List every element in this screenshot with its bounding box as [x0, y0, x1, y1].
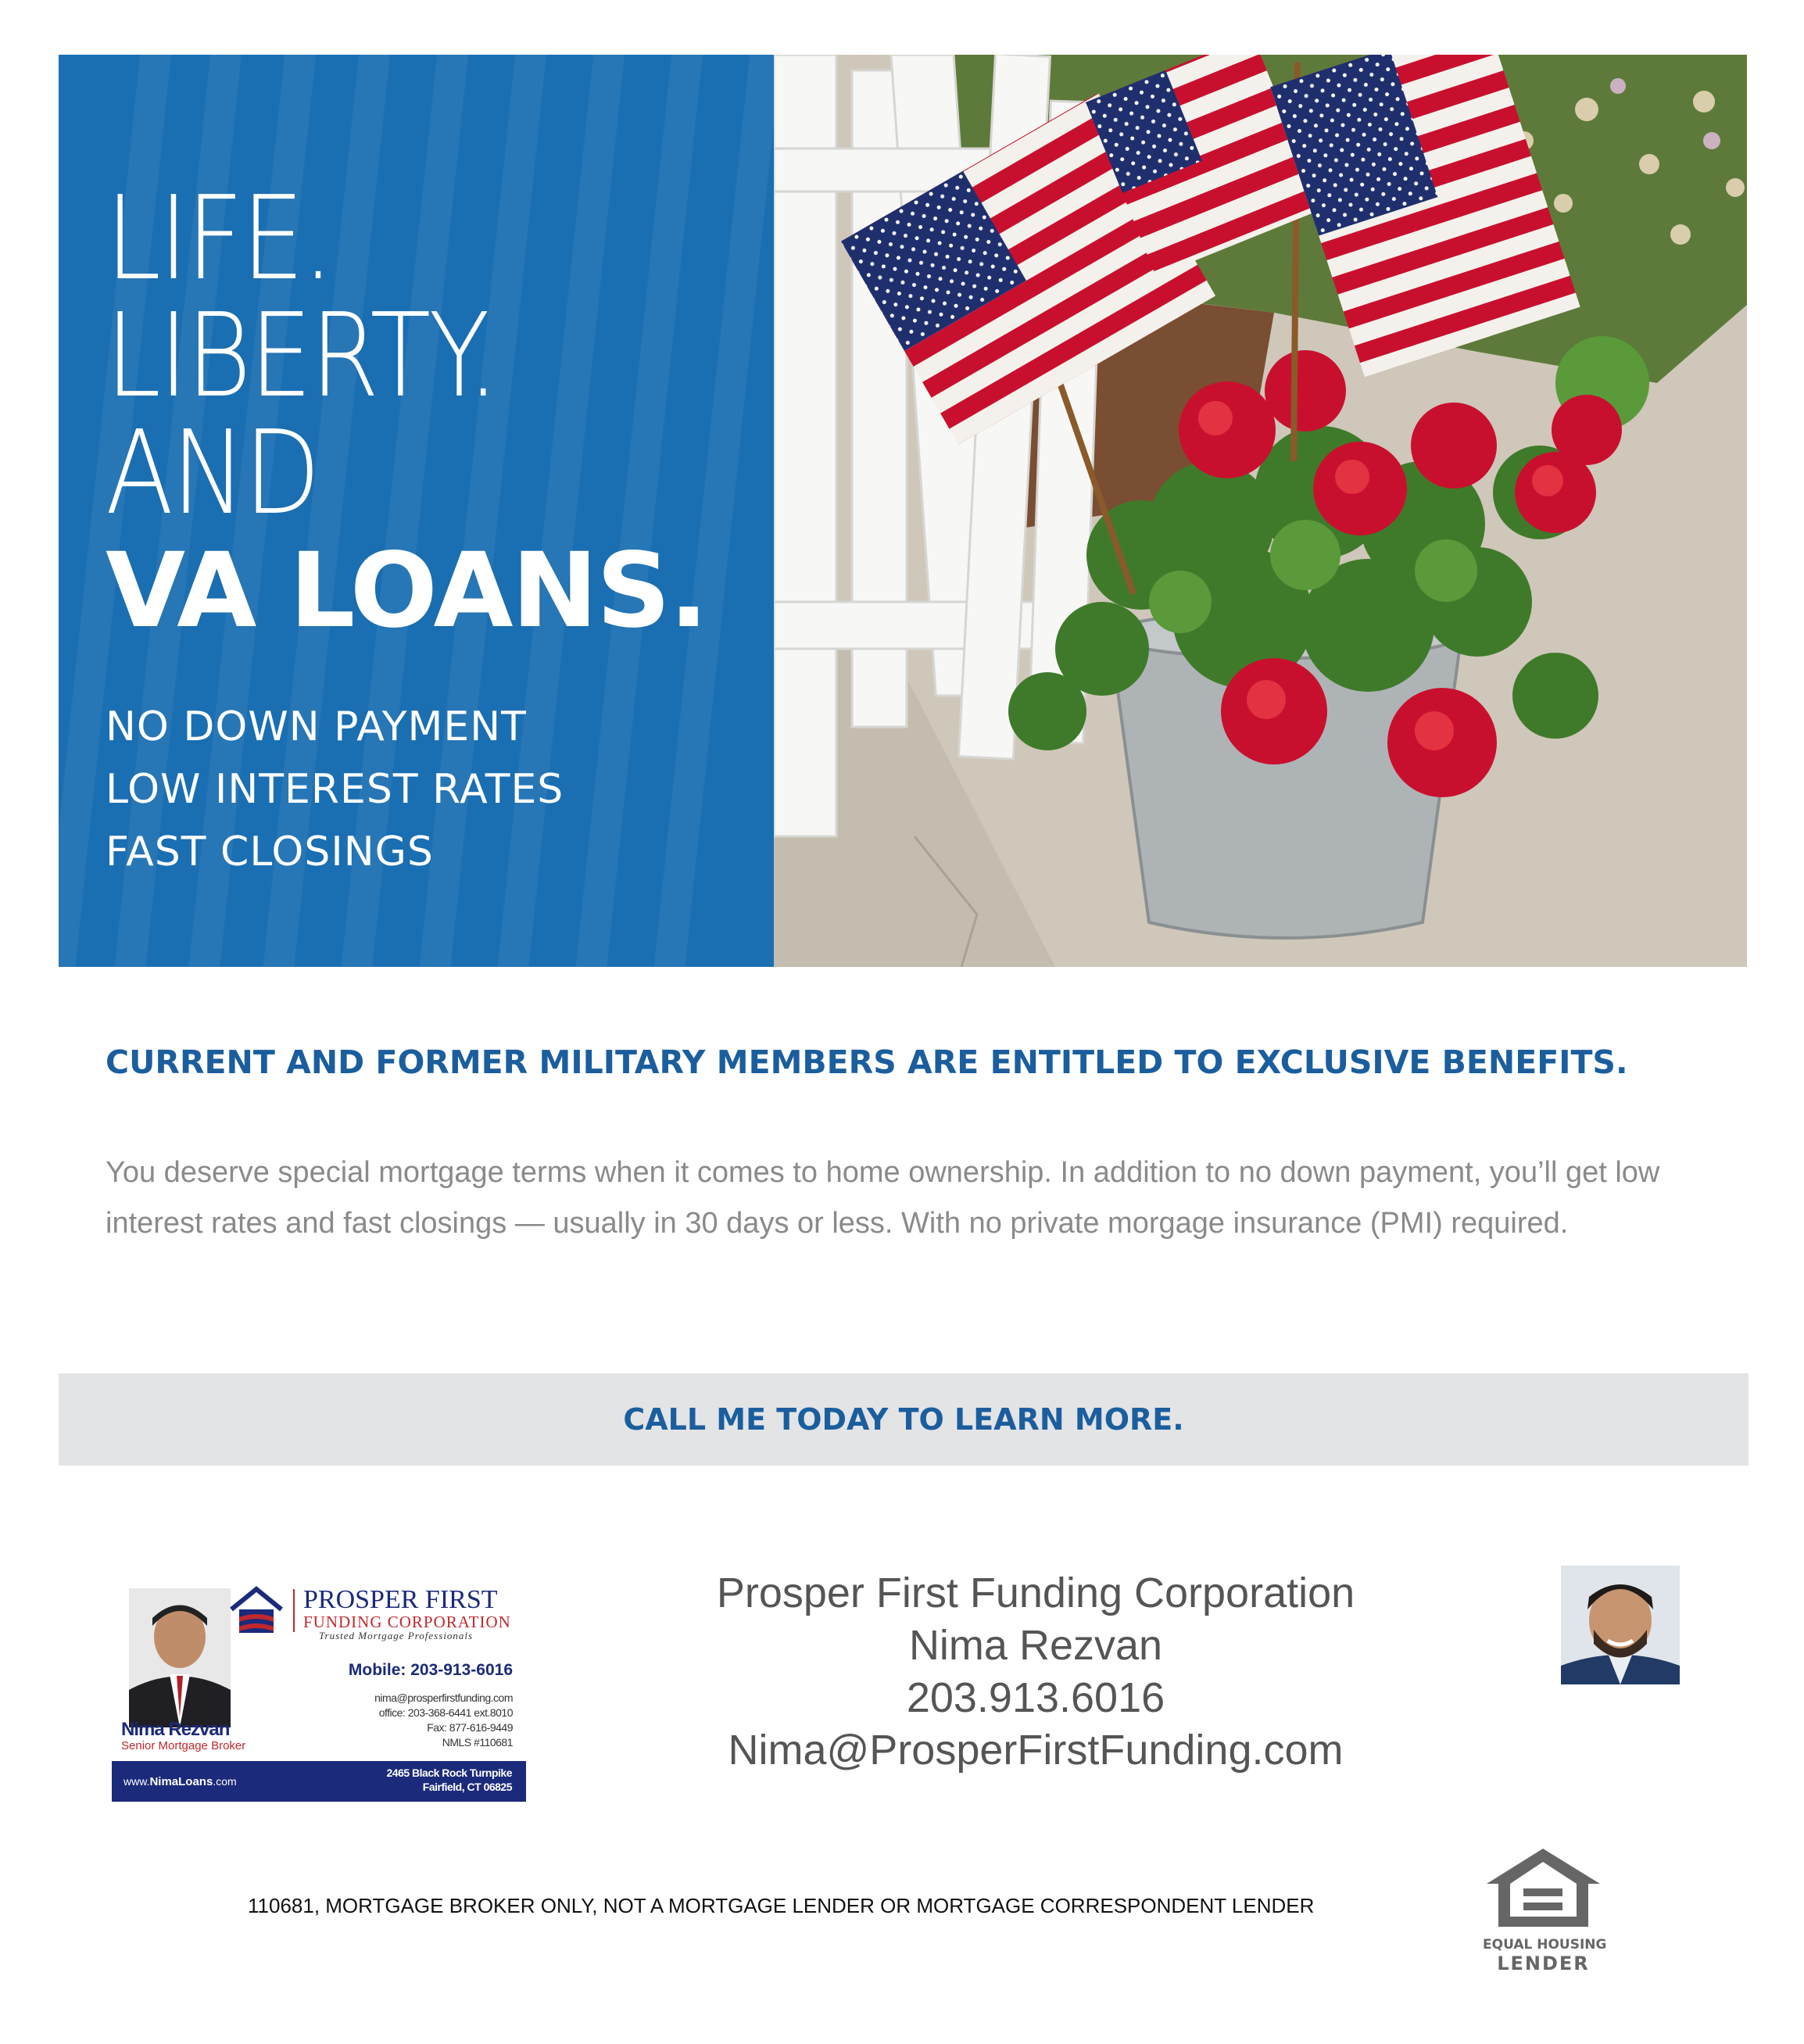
agent-headshot	[1561, 1566, 1680, 1684]
card-company-name: PROSPER FIRST	[303, 1585, 498, 1614]
card-email: nima@prosperfirstfunding.com	[374, 1691, 513, 1704]
ehl-line2: LENDER	[1497, 1953, 1590, 1974]
benefit-item: LOW INTEREST RATES	[106, 766, 564, 813]
card-company-subtitle: FUNDING CORPORATION	[303, 1613, 511, 1631]
equal-housing-lender-logo	[1483, 1845, 1607, 1974]
card-website	[123, 1775, 237, 1788]
card-agent-name: Nima Rezvan	[121, 1719, 230, 1740]
contact-block	[664, 1567, 1407, 1777]
flags-flowers-illustration	[774, 55, 1747, 967]
card-web-name: NimaLoans	[149, 1775, 213, 1788]
cta-banner	[59, 1373, 1749, 1466]
card-web-suffix: .com	[213, 1775, 237, 1788]
contact-email[interactable]: Nima@ProsperFirstFunding.com	[728, 1727, 1344, 1774]
description-paragraph: You deserve special mortgage terms when it comes to home ownership. In addition to no down payment, you’ll get low interest rates and fast closings — usually in 30 days or less. With no private morgage insurance (PMI) required.	[106, 1156, 1660, 1240]
card-contact-info	[374, 1691, 513, 1750]
hero-line-and: AND	[106, 406, 319, 540]
hero-headline	[106, 171, 707, 653]
business-card-image	[112, 1583, 526, 1802]
hero-line-va-loans: VA LOANS.	[106, 531, 707, 651]
legal-disclaimer: 110681, MORTGAGE BROKER ONLY, NOT A MORTGAGE LENDER OR MORTGAGE CORRESPONDENT LENDER	[248, 1894, 1315, 1917]
cta-text: CALL ME TODAY TO LEARN MORE.	[623, 1402, 1184, 1437]
benefit-item: NO DOWN PAYMENT	[106, 703, 527, 750]
card-tagline: Trusted Mortgage Professionals	[319, 1630, 474, 1641]
card-nmls: NMLS #110681	[442, 1736, 513, 1749]
card-address-line1: 2465 Black Rock Turnpike	[386, 1767, 512, 1779]
card-headshot	[129, 1588, 231, 1727]
contact-company: Prosper First Funding Corporation	[716, 1570, 1355, 1616]
contact-phone[interactable]: 203.913.6016	[906, 1674, 1165, 1721]
flags-flowers-photo	[774, 55, 1747, 967]
card-footer-bar	[112, 1761, 526, 1802]
card-mobile: Mobile: 203-913-6016	[348, 1661, 513, 1679]
card-address	[387, 1766, 512, 1794]
hero-blue-panel	[59, 55, 774, 967]
card-web-prefix: www.	[123, 1775, 150, 1788]
contact-name: Nima Rezvan	[908, 1622, 1163, 1669]
ehl-line1: EQUAL HOUSING	[1483, 1937, 1607, 1953]
house-flag-logo-icon	[225, 1583, 288, 1638]
card-divider	[293, 1589, 295, 1632]
card-fax: Fax: 877-616-9449	[427, 1721, 513, 1734]
benefits-headline: CURRENT AND FORMER MILITARY MEMBERS ARE ENTITLED TO EXCLUSIVE BENEFITS.	[106, 1043, 1628, 1081]
hero-line-life: LIFE.	[106, 171, 332, 306]
hero-banner	[59, 55, 1747, 967]
benefits-list	[106, 696, 564, 883]
card-agent-title: Senior Mortgage Broker	[121, 1739, 246, 1752]
benefit-item: FAST CLOSINGS	[106, 829, 434, 875]
hero-line-liberty: LIBERTY.	[106, 288, 497, 423]
equal-housing-icon	[1483, 1845, 1604, 1931]
card-address-line2: Fairfield, CT 06825	[422, 1781, 512, 1793]
card-office: office: 203-368-6441 ext.8010	[378, 1706, 513, 1719]
